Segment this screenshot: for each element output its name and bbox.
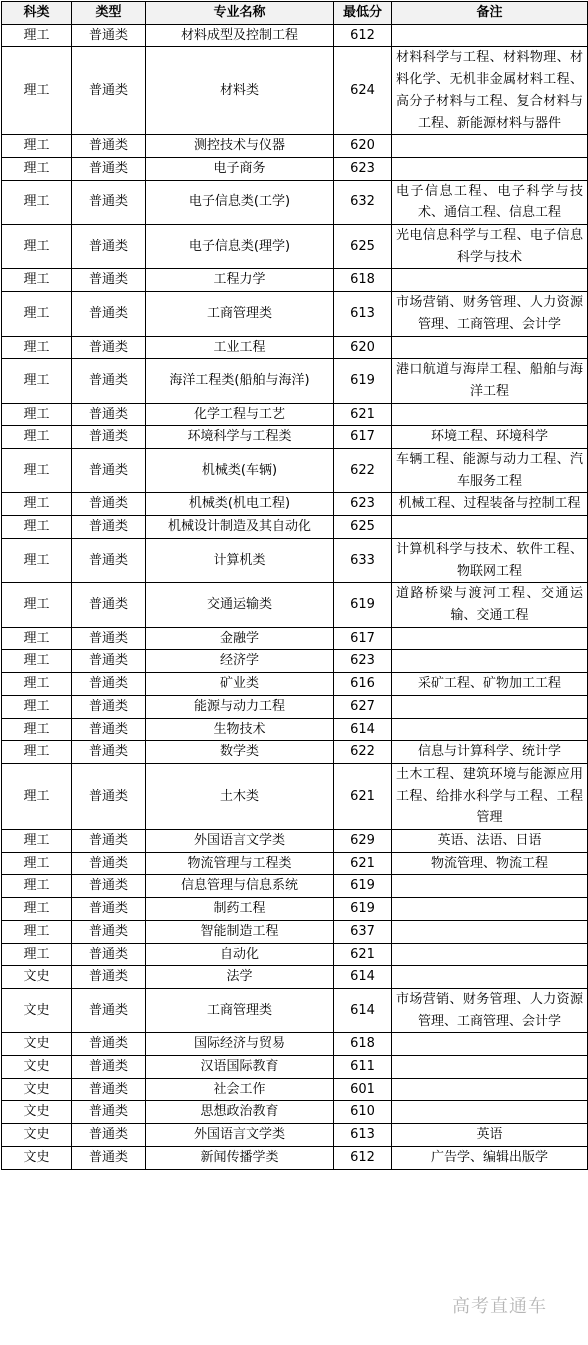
cell-notes: 市场营销、财务管理、人力资源管理、工商管理、会计学	[392, 988, 588, 1032]
cell-type: 普通类	[72, 1033, 146, 1056]
cell-notes	[392, 695, 588, 718]
cell-notes: 英语	[392, 1124, 588, 1147]
cell-category: 文史	[2, 1078, 72, 1101]
cell-type: 普通类	[72, 180, 146, 224]
table-row	[2, 516, 588, 539]
cell-category: 理工	[2, 180, 72, 224]
cell-major: 工程力学	[146, 269, 334, 292]
cell-type: 普通类	[72, 292, 146, 336]
cell-type: 普通类	[72, 403, 146, 426]
cell-type: 普通类	[72, 359, 146, 403]
cell-major: 计算机类	[146, 538, 334, 582]
cell-min-score: 623	[334, 650, 392, 673]
header-category: 科类	[2, 2, 72, 25]
cell-type: 普通类	[72, 493, 146, 516]
table-row	[2, 426, 588, 449]
cell-category: 理工	[2, 583, 72, 627]
cell-major: 机械类(车辆)	[146, 449, 334, 493]
cell-notes: 信息与计算科学、统计学	[392, 741, 588, 764]
table-row	[2, 830, 588, 853]
cell-type: 普通类	[72, 830, 146, 853]
cell-notes	[392, 516, 588, 539]
table-row	[2, 627, 588, 650]
cell-category: 文史	[2, 1101, 72, 1124]
cell-category: 文史	[2, 988, 72, 1032]
cell-category: 理工	[2, 650, 72, 673]
cell-category: 文史	[2, 1124, 72, 1147]
table-row	[2, 135, 588, 158]
cell-category: 理工	[2, 269, 72, 292]
cell-major: 金融学	[146, 627, 334, 650]
cell-category: 理工	[2, 336, 72, 359]
header-type: 类型	[72, 2, 146, 25]
cell-type: 普通类	[72, 336, 146, 359]
table-row	[2, 493, 588, 516]
cell-type: 普通类	[72, 1056, 146, 1079]
cell-notes: 采矿工程、矿物加工工程	[392, 673, 588, 696]
cell-notes: 物流管理、物流工程	[392, 852, 588, 875]
cell-type: 普通类	[72, 943, 146, 966]
table-row	[2, 1056, 588, 1079]
table-row	[2, 1078, 588, 1101]
cell-notes: 计算机科学与技术、软件工程、物联网工程	[392, 538, 588, 582]
cell-min-score: 621	[334, 852, 392, 875]
cell-type: 普通类	[72, 269, 146, 292]
cell-type: 普通类	[72, 650, 146, 673]
admission-score-table	[1, 1, 588, 1170]
cell-min-score: 637	[334, 920, 392, 943]
cell-min-score: 612	[334, 24, 392, 47]
cell-min-score: 612	[334, 1146, 392, 1169]
table-row	[2, 1124, 588, 1147]
header-row	[2, 2, 588, 25]
table-row	[2, 1101, 588, 1124]
table-row	[2, 336, 588, 359]
cell-min-score: 633	[334, 538, 392, 582]
table-row	[2, 269, 588, 292]
cell-major: 材料成型及控制工程	[146, 24, 334, 47]
cell-type: 普通类	[72, 516, 146, 539]
cell-major: 测控技术与仪器	[146, 135, 334, 158]
cell-min-score: 614	[334, 988, 392, 1032]
cell-min-score: 624	[334, 47, 392, 135]
cell-major: 化学工程与工艺	[146, 403, 334, 426]
table-row	[2, 718, 588, 741]
cell-notes	[392, 403, 588, 426]
cell-category: 理工	[2, 449, 72, 493]
cell-notes	[392, 875, 588, 898]
cell-min-score: 620	[334, 135, 392, 158]
cell-type: 普通类	[72, 426, 146, 449]
cell-major: 电子商务	[146, 157, 334, 180]
cell-category: 理工	[2, 516, 72, 539]
cell-notes: 材料科学与工程、材料物理、材料化学、无机非金属材料工程、高分子材料与工程、复合材料与工程、新能源材料与器件	[392, 47, 588, 135]
cell-min-score: 613	[334, 292, 392, 336]
cell-min-score: 610	[334, 1101, 392, 1124]
cell-notes	[392, 898, 588, 921]
cell-min-score: 618	[334, 269, 392, 292]
cell-notes	[392, 718, 588, 741]
cell-notes: 土木工程、建筑环境与能源应用工程、给排水科学与工程、工程管理	[392, 763, 588, 829]
cell-category: 理工	[2, 718, 72, 741]
cell-major: 自动化	[146, 943, 334, 966]
cell-min-score: 617	[334, 627, 392, 650]
cell-notes: 机械工程、过程装备与控制工程	[392, 493, 588, 516]
cell-notes	[392, 1056, 588, 1079]
table-row	[2, 24, 588, 47]
table-row	[2, 852, 588, 875]
cell-major: 经济学	[146, 650, 334, 673]
cell-type: 普通类	[72, 898, 146, 921]
cell-notes: 广告学、编辑出版学	[392, 1146, 588, 1169]
cell-category: 理工	[2, 695, 72, 718]
cell-category: 理工	[2, 673, 72, 696]
cell-category: 理工	[2, 24, 72, 47]
cell-notes: 市场营销、财务管理、人力资源管理、工商管理、会计学	[392, 292, 588, 336]
cell-type: 普通类	[72, 24, 146, 47]
cell-major: 社会工作	[146, 1078, 334, 1101]
cell-category: 理工	[2, 426, 72, 449]
cell-major: 交通运输类	[146, 583, 334, 627]
cell-major: 汉语国际教育	[146, 1056, 334, 1079]
table-row	[2, 741, 588, 764]
cell-major: 环境科学与工程类	[146, 426, 334, 449]
cell-major: 新闻传播学类	[146, 1146, 334, 1169]
cell-notes	[392, 135, 588, 158]
table-row	[2, 763, 588, 829]
cell-type: 普通类	[72, 538, 146, 582]
cell-min-score: 632	[334, 180, 392, 224]
cell-type: 普通类	[72, 966, 146, 989]
table-row	[2, 1146, 588, 1169]
table-row	[2, 180, 588, 224]
cell-type: 普通类	[72, 920, 146, 943]
table-row	[2, 538, 588, 582]
cell-min-score: 617	[334, 426, 392, 449]
cell-major: 土木类	[146, 763, 334, 829]
cell-major: 思想政治教育	[146, 1101, 334, 1124]
cell-category: 理工	[2, 292, 72, 336]
cell-type: 普通类	[72, 1146, 146, 1169]
cell-major: 信息管理与信息系统	[146, 875, 334, 898]
table-row	[2, 966, 588, 989]
cell-category: 理工	[2, 359, 72, 403]
cell-category: 理工	[2, 943, 72, 966]
cell-min-score: 623	[334, 493, 392, 516]
cell-major: 矿业类	[146, 673, 334, 696]
cell-min-score: 622	[334, 741, 392, 764]
cell-category: 理工	[2, 875, 72, 898]
cell-major: 数学类	[146, 741, 334, 764]
cell-major: 工商管理类	[146, 292, 334, 336]
cell-min-score: 623	[334, 157, 392, 180]
cell-category: 理工	[2, 763, 72, 829]
cell-min-score: 622	[334, 449, 392, 493]
cell-min-score: 621	[334, 403, 392, 426]
cell-category: 文史	[2, 1146, 72, 1169]
cell-min-score: 611	[334, 1056, 392, 1079]
cell-type: 普通类	[72, 1101, 146, 1124]
cell-type: 普通类	[72, 988, 146, 1032]
table-row	[2, 920, 588, 943]
cell-min-score: 613	[334, 1124, 392, 1147]
cell-category: 理工	[2, 403, 72, 426]
cell-notes	[392, 1033, 588, 1056]
cell-category: 理工	[2, 135, 72, 158]
cell-notes	[392, 157, 588, 180]
cell-major: 外国语言文学类	[146, 830, 334, 853]
cell-notes	[392, 1078, 588, 1101]
cell-min-score: 616	[334, 673, 392, 696]
cell-min-score: 618	[334, 1033, 392, 1056]
cell-category: 理工	[2, 830, 72, 853]
header-min-score: 最低分	[334, 2, 392, 25]
cell-notes: 电子信息工程、电子科学与技术、通信工程、信息工程	[392, 180, 588, 224]
cell-min-score: 619	[334, 583, 392, 627]
cell-type: 普通类	[72, 449, 146, 493]
table-row	[2, 157, 588, 180]
cell-notes	[392, 920, 588, 943]
cell-type: 普通类	[72, 673, 146, 696]
cell-min-score: 621	[334, 763, 392, 829]
cell-major: 智能制造工程	[146, 920, 334, 943]
cell-type: 普通类	[72, 47, 146, 135]
cell-major: 海洋工程类(船舶与海洋)	[146, 359, 334, 403]
cell-category: 理工	[2, 47, 72, 135]
cell-type: 普通类	[72, 695, 146, 718]
cell-notes: 港口航道与海岸工程、船舶与海洋工程	[392, 359, 588, 403]
cell-min-score: 621	[334, 943, 392, 966]
cell-category: 理工	[2, 920, 72, 943]
cell-type: 普通类	[72, 852, 146, 875]
cell-notes	[392, 966, 588, 989]
cell-notes	[392, 24, 588, 47]
cell-type: 普通类	[72, 875, 146, 898]
cell-min-score: 619	[334, 898, 392, 921]
cell-min-score: 619	[334, 359, 392, 403]
cell-category: 文史	[2, 966, 72, 989]
table-body	[2, 24, 588, 1169]
cell-notes: 道路桥梁与渡河工程、交通运输、交通工程	[392, 583, 588, 627]
cell-major: 法学	[146, 966, 334, 989]
cell-major: 电子信息类(理学)	[146, 225, 334, 269]
cell-min-score: 614	[334, 718, 392, 741]
cell-major: 工业工程	[146, 336, 334, 359]
header-major: 专业名称	[146, 2, 334, 25]
table-row	[2, 403, 588, 426]
cell-min-score: 629	[334, 830, 392, 853]
watermark: 高考直通车	[452, 1296, 547, 1317]
cell-type: 普通类	[72, 1124, 146, 1147]
cell-type: 普通类	[72, 583, 146, 627]
cell-min-score: 625	[334, 516, 392, 539]
cell-major: 能源与动力工程	[146, 695, 334, 718]
cell-notes	[392, 269, 588, 292]
cell-min-score: 614	[334, 966, 392, 989]
cell-category: 理工	[2, 225, 72, 269]
cell-major: 生物技术	[146, 718, 334, 741]
cell-category: 理工	[2, 538, 72, 582]
table-row	[2, 1033, 588, 1056]
cell-category: 文史	[2, 1033, 72, 1056]
cell-type: 普通类	[72, 1078, 146, 1101]
table-row	[2, 988, 588, 1032]
cell-category: 理工	[2, 627, 72, 650]
table-row	[2, 875, 588, 898]
cell-category: 理工	[2, 898, 72, 921]
cell-category: 理工	[2, 741, 72, 764]
cell-notes: 环境工程、环境科学	[392, 426, 588, 449]
cell-min-score: 619	[334, 875, 392, 898]
table-row	[2, 583, 588, 627]
table-row	[2, 292, 588, 336]
table-row	[2, 673, 588, 696]
cell-notes	[392, 627, 588, 650]
table-row	[2, 449, 588, 493]
cell-type: 普通类	[72, 157, 146, 180]
cell-min-score: 601	[334, 1078, 392, 1101]
header-notes: 备注	[392, 2, 588, 25]
cell-major: 制药工程	[146, 898, 334, 921]
cell-type: 普通类	[72, 741, 146, 764]
cell-major: 工商管理类	[146, 988, 334, 1032]
table-row	[2, 47, 588, 135]
table-row	[2, 695, 588, 718]
cell-type: 普通类	[72, 225, 146, 269]
cell-category: 理工	[2, 852, 72, 875]
cell-major: 外国语言文学类	[146, 1124, 334, 1147]
cell-major: 电子信息类(工学)	[146, 180, 334, 224]
table-row	[2, 943, 588, 966]
cell-category: 文史	[2, 1056, 72, 1079]
table-row	[2, 898, 588, 921]
cell-notes	[392, 336, 588, 359]
cell-min-score: 627	[334, 695, 392, 718]
cell-category: 理工	[2, 157, 72, 180]
table-row	[2, 225, 588, 269]
cell-category: 理工	[2, 493, 72, 516]
cell-min-score: 625	[334, 225, 392, 269]
cell-type: 普通类	[72, 135, 146, 158]
cell-major: 物流管理与工程类	[146, 852, 334, 875]
cell-notes	[392, 943, 588, 966]
cell-notes	[392, 650, 588, 673]
cell-type: 普通类	[72, 718, 146, 741]
cell-major: 材料类	[146, 47, 334, 135]
cell-type: 普通类	[72, 763, 146, 829]
cell-major: 国际经济与贸易	[146, 1033, 334, 1056]
cell-min-score: 620	[334, 336, 392, 359]
cell-major: 机械设计制造及其自动化	[146, 516, 334, 539]
cell-notes: 英语、法语、日语	[392, 830, 588, 853]
cell-notes	[392, 1101, 588, 1124]
cell-notes: 车辆工程、能源与动力工程、汽车服务工程	[392, 449, 588, 493]
cell-major: 机械类(机电工程)	[146, 493, 334, 516]
cell-type: 普通类	[72, 627, 146, 650]
table-row	[2, 359, 588, 403]
cell-notes: 光电信息科学与工程、电子信息科学与技术	[392, 225, 588, 269]
table-row	[2, 650, 588, 673]
